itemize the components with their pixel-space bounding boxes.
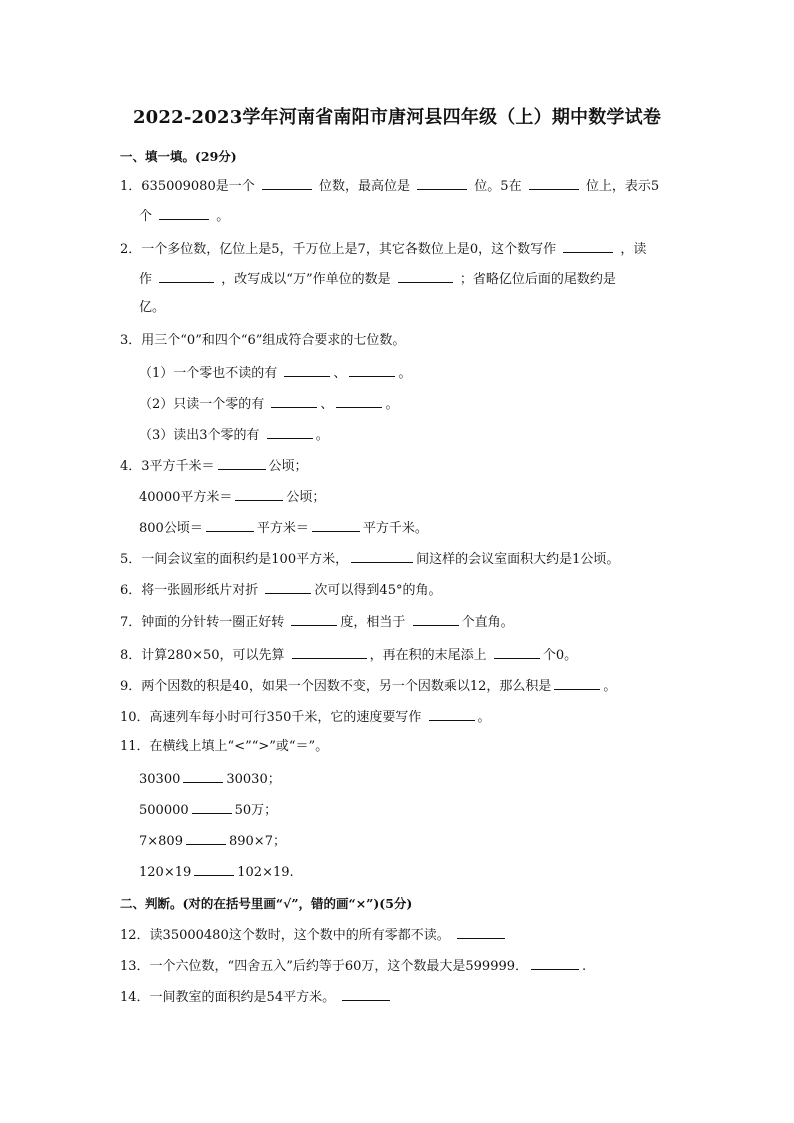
q1-text-d: 位上，表示5 bbox=[585, 179, 660, 194]
q3-sub1-text: （1）一个零也不读的有 bbox=[139, 366, 278, 381]
answer-blank[interactable] bbox=[563, 240, 613, 253]
question-1-line-2 bbox=[139, 207, 229, 225]
q1-text-e: 个 bbox=[139, 209, 153, 224]
answer-blank[interactable] bbox=[398, 270, 453, 283]
question-4-line-2: 40000平方米＝ 公顷； bbox=[139, 490, 326, 505]
q4-text-c: 800公顷＝ bbox=[139, 521, 203, 536]
answer-blank[interactable] bbox=[336, 395, 382, 408]
q1-text-f: 。 bbox=[216, 209, 230, 224]
answer-blank[interactable] bbox=[194, 863, 234, 876]
answer-blank[interactable] bbox=[529, 177, 579, 190]
question-8 bbox=[120, 646, 577, 664]
answer-blank[interactable] bbox=[349, 364, 395, 377]
question-4-line-1: 4．3平方千米＝ 公顷； bbox=[120, 459, 308, 474]
question-3-heading bbox=[120, 333, 405, 349]
answer-blank[interactable] bbox=[292, 646, 367, 659]
q7-text-c: 个直角。 bbox=[461, 615, 514, 630]
answer-blank[interactable] bbox=[417, 177, 467, 190]
question-12 bbox=[120, 926, 508, 944]
answer-blank[interactable] bbox=[291, 613, 337, 626]
q5-text-b: 间这样的会议室面积大约是1公顷。 bbox=[416, 552, 620, 567]
question-5 bbox=[120, 550, 619, 568]
q2-text-e: ；省略亿位后面的尾数约是 bbox=[459, 272, 616, 287]
question-7 bbox=[120, 613, 514, 631]
q3-sub3-text: （3）读出3个零的有 bbox=[139, 428, 260, 443]
question-9: 9．两个因数的积是40，如果一个因数不变，另一个因数乘以12，那么积是 。 bbox=[120, 679, 617, 694]
answer-blank[interactable] bbox=[429, 708, 475, 721]
q5-text-a: 5．一间会议室的面积约是100平方米， bbox=[120, 552, 349, 567]
answer-blank[interactable] bbox=[494, 646, 540, 659]
answer-blank[interactable] bbox=[554, 677, 600, 690]
q2-text-d: ，改写成以“万”作单位的数是 bbox=[221, 272, 391, 287]
question-11-heading bbox=[120, 739, 328, 755]
answer-blank[interactable] bbox=[312, 519, 360, 532]
q4-text-a: 4．3平方千米＝ bbox=[120, 459, 215, 474]
q14-text-a: 14．一间教室的面积约是54平方米。 bbox=[120, 990, 336, 1005]
question-3-sub-3: （3）读出3个零的有 。 bbox=[139, 428, 329, 443]
q7-text-b: 度，相当于 bbox=[340, 615, 406, 630]
answer-blank[interactable] bbox=[183, 770, 223, 783]
question-13: 13．一个六位数，“四舍五入”后约等于60万，这个数最大是599999． . bbox=[120, 959, 587, 974]
q4-text-b: 40000平方米＝ bbox=[139, 490, 233, 505]
q13-text-a: 13．一个六位数，“四舍五入”后约等于60万，这个数最大是599999． bbox=[120, 959, 529, 974]
q8-text-b: ，再在积的末尾添上 bbox=[369, 648, 487, 663]
question-14 bbox=[120, 988, 393, 1006]
q2-text-f: 亿。 bbox=[139, 300, 166, 315]
question-11-row-4: 120×19 102×19. bbox=[139, 865, 294, 880]
q9-text-a: 9．两个因数的积是40，如果一个因数不变，另一个因数乘以12，那么积是 bbox=[120, 679, 552, 694]
answer-blank[interactable] bbox=[457, 926, 505, 939]
q3-text-a: 3．用三个“0”和四个“6”组成符合要求的七位数。 bbox=[120, 333, 406, 348]
q3-sub2-text: （2）只读一个零的有 bbox=[139, 397, 265, 412]
question-11-row-3: 7×809 890×7； bbox=[139, 834, 286, 849]
q12-text-a: 12．读35000480这个数时，这个数中的所有零都不读。 bbox=[120, 928, 450, 943]
answer-blank[interactable] bbox=[267, 426, 313, 439]
answer-blank[interactable] bbox=[284, 364, 330, 377]
question-4-line-3: 800公顷＝ 平方米＝ 平方千米。 bbox=[139, 521, 428, 536]
exam-title: 2022-2023学年河南省南阳市唐河县四年级（上）期中数学试卷 bbox=[132, 107, 662, 128]
q1-text-c: 位。5在 bbox=[474, 179, 522, 194]
q8-text-a: 8．计算280×50，可以先算 bbox=[120, 648, 285, 663]
question-11-row-2: 500000 50万； bbox=[139, 803, 278, 818]
question-6 bbox=[120, 581, 441, 599]
q6-text-a: 6．将一张圆形纸片对折 bbox=[120, 583, 259, 598]
question-3-sub-1: （1）一个零也不读的有 、 。 bbox=[139, 366, 412, 381]
answer-blank[interactable] bbox=[351, 550, 413, 563]
q1-text-a: 1．635009080是一个 bbox=[120, 179, 255, 194]
answer-blank[interactable] bbox=[235, 488, 283, 501]
q2-text-b: ，读 bbox=[620, 242, 647, 257]
question-10: 10．高速列车每小时可行350千米，它的速度要写作 。 bbox=[120, 710, 491, 725]
question-11-row-1: 30300 30030； bbox=[139, 772, 281, 787]
question-3-sub-2: （2）只读一个零的有 、 。 bbox=[139, 397, 399, 412]
answer-blank[interactable] bbox=[206, 519, 254, 532]
answer-blank[interactable] bbox=[186, 832, 226, 845]
answer-blank[interactable] bbox=[531, 957, 579, 970]
q11-text-a: 11．在横线上填上“<”“>”或“＝”。 bbox=[120, 739, 329, 754]
question-2-line-2 bbox=[139, 270, 616, 288]
question-1-line-1 bbox=[120, 177, 659, 195]
q7-text-a: 7．钟面的分针转一圈正好转 bbox=[120, 615, 285, 630]
answer-blank[interactable] bbox=[218, 457, 266, 470]
q8-text-c: 个0。 bbox=[542, 648, 578, 663]
q10-text-a: 10．高速列车每小时可行350千米，它的速度要写作 bbox=[120, 710, 422, 725]
answer-blank[interactable] bbox=[271, 395, 317, 408]
answer-blank[interactable] bbox=[159, 270, 214, 283]
answer-blank[interactable] bbox=[262, 177, 312, 190]
q2-text-c: 作 bbox=[139, 272, 153, 287]
answer-blank[interactable] bbox=[159, 207, 209, 220]
answer-blank[interactable] bbox=[342, 988, 390, 1001]
q1-text-b: 位数，最高位是 bbox=[319, 179, 411, 194]
q6-text-b: 次可以得到45°的角。 bbox=[314, 583, 442, 598]
answer-blank[interactable] bbox=[192, 801, 232, 814]
question-2-line-3 bbox=[139, 300, 165, 316]
section-heading-fill-in: 一、填一填。(29分) bbox=[120, 149, 237, 164]
answer-blank[interactable] bbox=[413, 613, 459, 626]
section-heading-judge: 二、判断。(对的在括号里画“√”，错的画“×”)(5分) bbox=[120, 896, 413, 911]
q2-text-a: 2．一个多位数，亿位上是5，千万位上是7，其它各数位上是0，这个数写作 bbox=[120, 242, 557, 257]
question-2-line-1 bbox=[120, 240, 646, 258]
answer-blank[interactable] bbox=[265, 581, 311, 594]
